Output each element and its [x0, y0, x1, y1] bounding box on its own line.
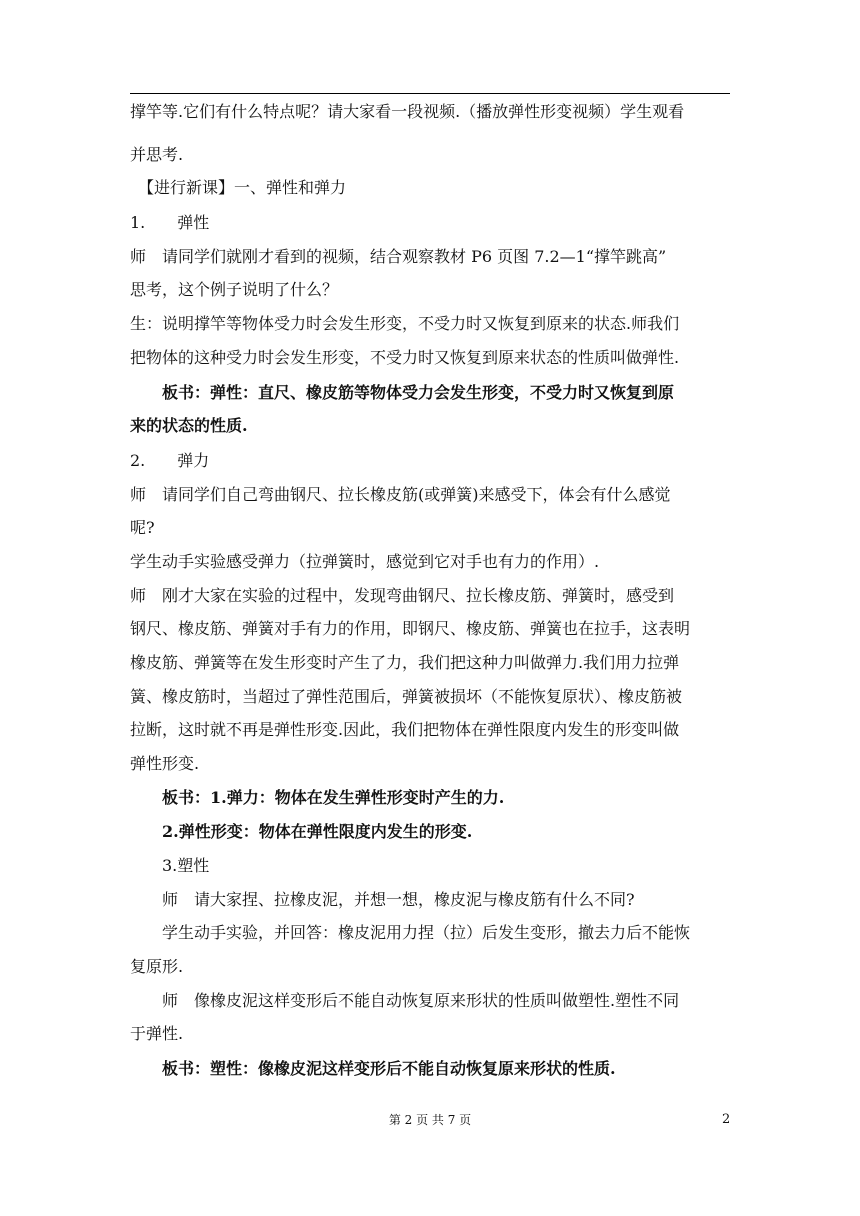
- body-line: 拉断，这时就不再是弹性形变.因此，我们把物体在弹性限度内发生的形变叫做: [130, 720, 680, 739]
- header-rule: [130, 93, 730, 94]
- body-line: 呢?: [130, 518, 155, 537]
- board-note: 2.弹性形变：物体在弹性限度内发生的形变.: [130, 822, 473, 841]
- section-heading: 【进行新课】一、弹性和弹力: [130, 178, 347, 197]
- body-line: 弹性形变.: [130, 754, 200, 773]
- body-line: 师 像橡皮泥这样变形后不能自动恢复原来形状的性质叫做塑性.塑性不同: [130, 991, 680, 1010]
- board-note: 来的状态的性质.: [130, 416, 248, 435]
- body-line: 并思考.: [130, 145, 184, 164]
- body-line: 簧、橡皮筋时，当超过了弹性范围后，弹簧被损坏（不能恢复原状）、橡皮筋被: [130, 687, 683, 706]
- body-line: 于弹性.: [130, 1024, 184, 1043]
- body-line: 钢尺、橡皮筋、弹簧对手有力的作用，即钢尺、橡皮筋、弹簧也在拉手，这表明: [130, 619, 691, 638]
- board-note: 板书：1.弹力：物体在发生弹性形变时产生的力.: [130, 788, 505, 807]
- body-line: 师 请同学们自己弯曲钢尺、拉长橡皮筋(或弹簧)来感受下，体会有什么感觉: [130, 485, 671, 504]
- body-line: 复原形.: [130, 957, 184, 976]
- body-line: 撑竿等.它们有什么特点呢？请大家看一段视频.（播放弹性形变视频）学生观看: [130, 102, 685, 121]
- board-note: 板书：塑性：像橡皮泥这样变形后不能自动恢复原来形状的性质.: [130, 1059, 616, 1078]
- body-line: 橡皮筋、弹簧等在发生形变时产生了力，我们把这种力叫做弹力.我们用力拉弹: [130, 653, 680, 672]
- body-line: 师 刚才大家在实验的过程中，发现弯曲钢尺、拉长橡皮筋、弹簧时，感受到: [130, 586, 675, 605]
- body-line: 思考，这个例子说明了什么？: [130, 280, 339, 299]
- body-line: 学生动手实验，并回答：橡皮泥用力捏（拉）后发生变形，撤去力后不能恢: [130, 923, 691, 942]
- body-line: 师 请大家捏、拉橡皮泥，并想一想，橡皮泥与橡皮筋有什么不同?: [130, 890, 635, 909]
- subsection-heading: 1. 弹性: [130, 213, 210, 232]
- body-line: 生：说明撑竿等物体受力时会发生形变，不受力时又恢复到原来的状态.师我们: [130, 314, 680, 333]
- board-note: 板书：弹性：直尺、橡皮筋等物体受力会发生形变，不受力时又恢复到原: [130, 383, 675, 402]
- body-line: 学生动手实验感受弹力（拉弹簧时，感觉到它对手也有力的作用）.: [130, 552, 600, 571]
- body-line: 把物体的这种受力时会发生形变，不受力时又恢复到原来状态的性质叫做弹性.: [130, 348, 680, 367]
- page-footer-label: 第 2 页 共 7 页: [388, 1113, 472, 1127]
- body-line: 师 请同学们就刚才看到的视频，结合观察教材 P6 页图 7.2—1“撑竿跳高”: [130, 247, 667, 266]
- page-number: 2: [722, 1112, 731, 1127]
- subsection-heading: 3.塑性: [130, 856, 210, 875]
- subsection-heading: 2. 弹力: [130, 451, 210, 470]
